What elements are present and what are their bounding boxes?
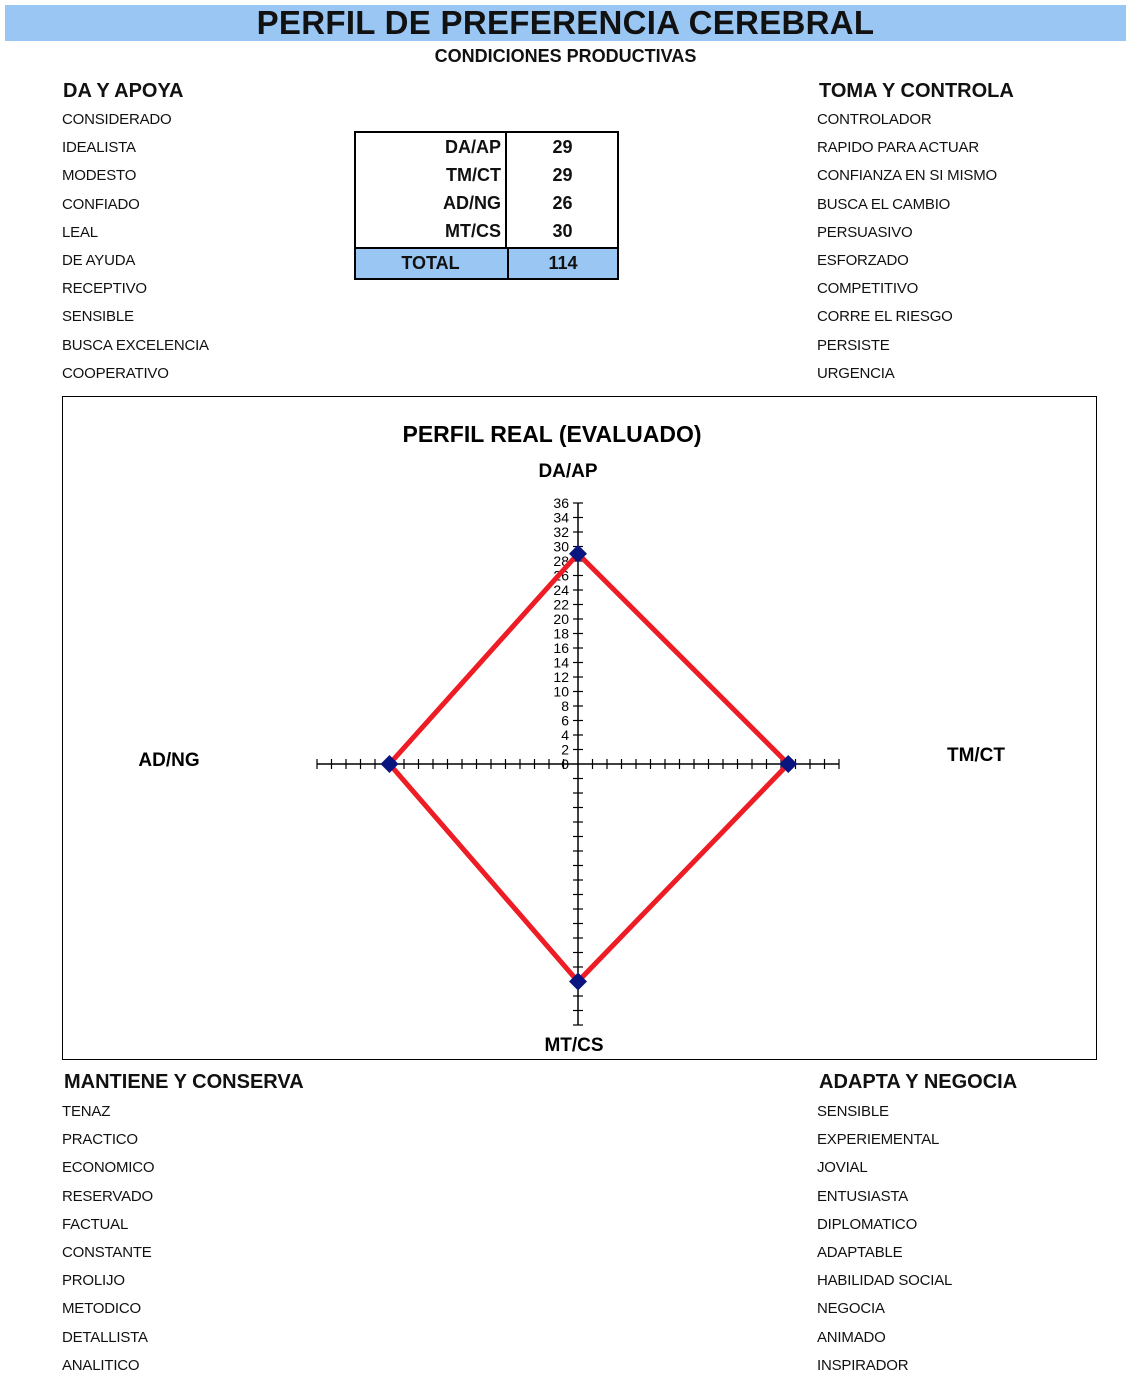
score-value: 29 <box>552 137 573 157</box>
list-item: ANALITICO <box>62 1356 140 1374</box>
list-item: JOVIAL <box>817 1159 868 1177</box>
tick-label: 6 <box>561 712 569 729</box>
score-value: 29 <box>552 165 573 185</box>
score-value: 26 <box>552 193 573 213</box>
list-item: BUSCA EXCELENCIA <box>62 336 209 354</box>
group-title-adapta-y-negocia: ADAPTA Y NEGOCIA <box>819 1071 1018 1093</box>
list-item: ENTUSIASTA <box>817 1187 909 1205</box>
tick-label: 4 <box>561 727 569 743</box>
score-label: DA/AP <box>444 137 501 157</box>
list-item: TENAZ <box>62 1103 111 1120</box>
list-item: COMPETITIVO <box>817 280 919 298</box>
list-item: SENSIBLE <box>62 308 134 326</box>
list-item: CONTROLADOR <box>817 111 932 128</box>
group-title-da-y-apoya: DA Y APOYA <box>63 80 184 102</box>
tick-label: 12 <box>553 669 569 685</box>
tick-label: 20 <box>553 611 569 627</box>
tick-label: 26 <box>553 567 569 584</box>
list-item: HABILIDAD SOCIAL <box>817 1272 953 1290</box>
tick-label: 36 <box>553 495 569 511</box>
list-item: RAPIDO PARA ACTUAR <box>817 139 979 157</box>
list-item: SENSIBLE <box>817 1103 889 1120</box>
list-item: CONFIANZA EN SI MISMO <box>817 167 997 185</box>
list-item: ESFORZADO <box>817 251 909 269</box>
list-item: CONSTANTE <box>62 1243 152 1261</box>
word-list-adapta-y-negocia <box>817 1102 952 1384</box>
axis-label-tm-ct: TM/CT <box>946 745 1006 766</box>
page-subtitle: CONDICIONES PRODUCTIVAS <box>434 46 697 66</box>
word-list-mantiene-y-conserva <box>62 1102 154 1384</box>
score-label: TM/CT <box>446 165 501 185</box>
total-value: 114 <box>507 249 617 278</box>
score-label: AD/NG <box>443 193 501 213</box>
tick-label: 0 <box>561 756 569 772</box>
tick-label: 18 <box>553 625 569 642</box>
tick-label: 28 <box>553 553 569 569</box>
list-item: FACTUAL <box>62 1215 129 1233</box>
list-item: RECEPTIVO <box>62 280 147 298</box>
total-label: TOTAL <box>401 253 460 273</box>
tick-label: 10 <box>553 683 569 700</box>
score-value: 30 <box>552 221 573 241</box>
list-item: PERSUASIVO <box>817 223 913 241</box>
list-item: PRACTICO <box>62 1131 138 1149</box>
list-item: EXPERIEMENTAL <box>817 1131 940 1149</box>
axis-label-mt-cs: MT/CS <box>544 1035 604 1056</box>
group-title-mantiene-y-conserva: MANTIENE Y CONSERVA <box>64 1071 304 1093</box>
list-item: CONFIADO <box>62 195 140 213</box>
tick-label: 14 <box>553 654 569 671</box>
tick-label: 30 <box>553 538 569 555</box>
list-item: METODICO <box>62 1300 141 1318</box>
list-item: PROLIJO <box>62 1272 125 1290</box>
list-item: CONSIDERADO <box>62 111 172 128</box>
list-item: MODESTO <box>62 167 137 185</box>
list-item: PERSISTE <box>817 336 890 354</box>
tick-label: 16 <box>553 640 569 656</box>
list-item: ANIMADO <box>817 1328 886 1346</box>
list-item: URGENCIA <box>817 364 895 382</box>
tick-label: 32 <box>553 524 569 540</box>
profile-polygon <box>390 554 789 982</box>
list-item: ECONOMICO <box>62 1159 155 1177</box>
list-item: DE AYUDA <box>62 251 136 269</box>
score-label: MT/CS <box>445 221 501 241</box>
list-item: IDEALISTA <box>62 139 136 157</box>
tick-label: 24 <box>553 582 569 598</box>
group-title-toma-y-controla: TOMA Y CONTROLA <box>819 80 1014 102</box>
tick-label: 22 <box>553 596 569 613</box>
list-item: NEGOCIA <box>817 1300 885 1318</box>
tick-label: 34 <box>553 509 569 526</box>
tick-label: 2 <box>561 741 569 758</box>
list-item: ADAPTABLE <box>817 1243 903 1261</box>
list-item: BUSCA EL CAMBIO <box>817 195 951 213</box>
list-item: DIPLOMATICO <box>817 1215 918 1233</box>
list-item: CORRE EL RIESGO <box>817 308 953 326</box>
list-item: RESERVADO <box>62 1187 154 1205</box>
list-item: LEAL <box>62 223 98 241</box>
axis-label-ad-ng: AD/NG <box>138 750 200 771</box>
page-title: PERFIL DE PREFERENCIA CEREBRAL <box>256 4 875 41</box>
list-item: DETALLISTA <box>62 1328 148 1346</box>
chart-title: PERFIL REAL (EVALUADO) <box>402 421 702 447</box>
list-item: INSPIRADOR <box>817 1356 909 1374</box>
list-item: COOPERATIVO <box>62 364 169 382</box>
tick-label: 8 <box>561 698 569 714</box>
axis-label-da-ap: DA/AP <box>538 461 598 482</box>
